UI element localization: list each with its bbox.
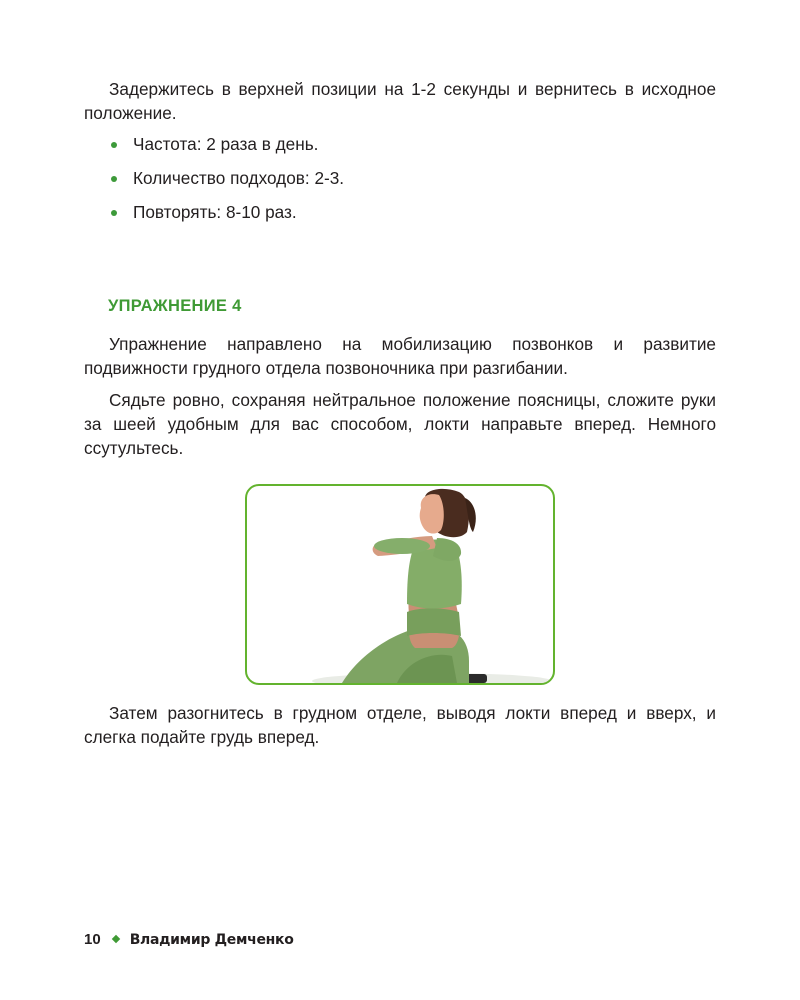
bullet-repetitions: Повторять: 8-10 раз. (108, 200, 344, 234)
author-name: Владимир Демченко (129, 932, 294, 948)
exercise-photo-frame (245, 484, 555, 685)
woman-seated-exercise-photo (247, 486, 553, 683)
exercise-instruction: Сядьте ровно, сохраняя нейтральное положение поясницы, сложите руки за шеей удобным для вас способом, локти направьте вперед. Немного ссутультесь. (84, 390, 716, 458)
exercise-description: Упражнение направлено на мобилизацию позвонков и развитие подвижности грудного отдела позвоночника при разгибании. (84, 334, 716, 378)
page-footer (84, 931, 294, 948)
exercise-followup: Затем разогнитесь в грудном отделе, выводя локти вперед и вверх, и слегка подайте грудь вперед. (84, 703, 716, 747)
intro-paragraph: Задержитесь в верхней позиции на 1-2 секунды и вернитесь в исходное положение. (84, 79, 716, 123)
diamond-separator-icon (111, 935, 119, 943)
bullet-sets: Количество подходов: 2-3. (108, 166, 344, 200)
bullet-frequency: Частота: 2 раза в день. (108, 132, 344, 166)
exercise-heading: УПРАЖНЕНИЕ 4 (108, 297, 242, 315)
page-number: 10 (84, 931, 101, 948)
exercise-parameters-list (108, 132, 344, 234)
